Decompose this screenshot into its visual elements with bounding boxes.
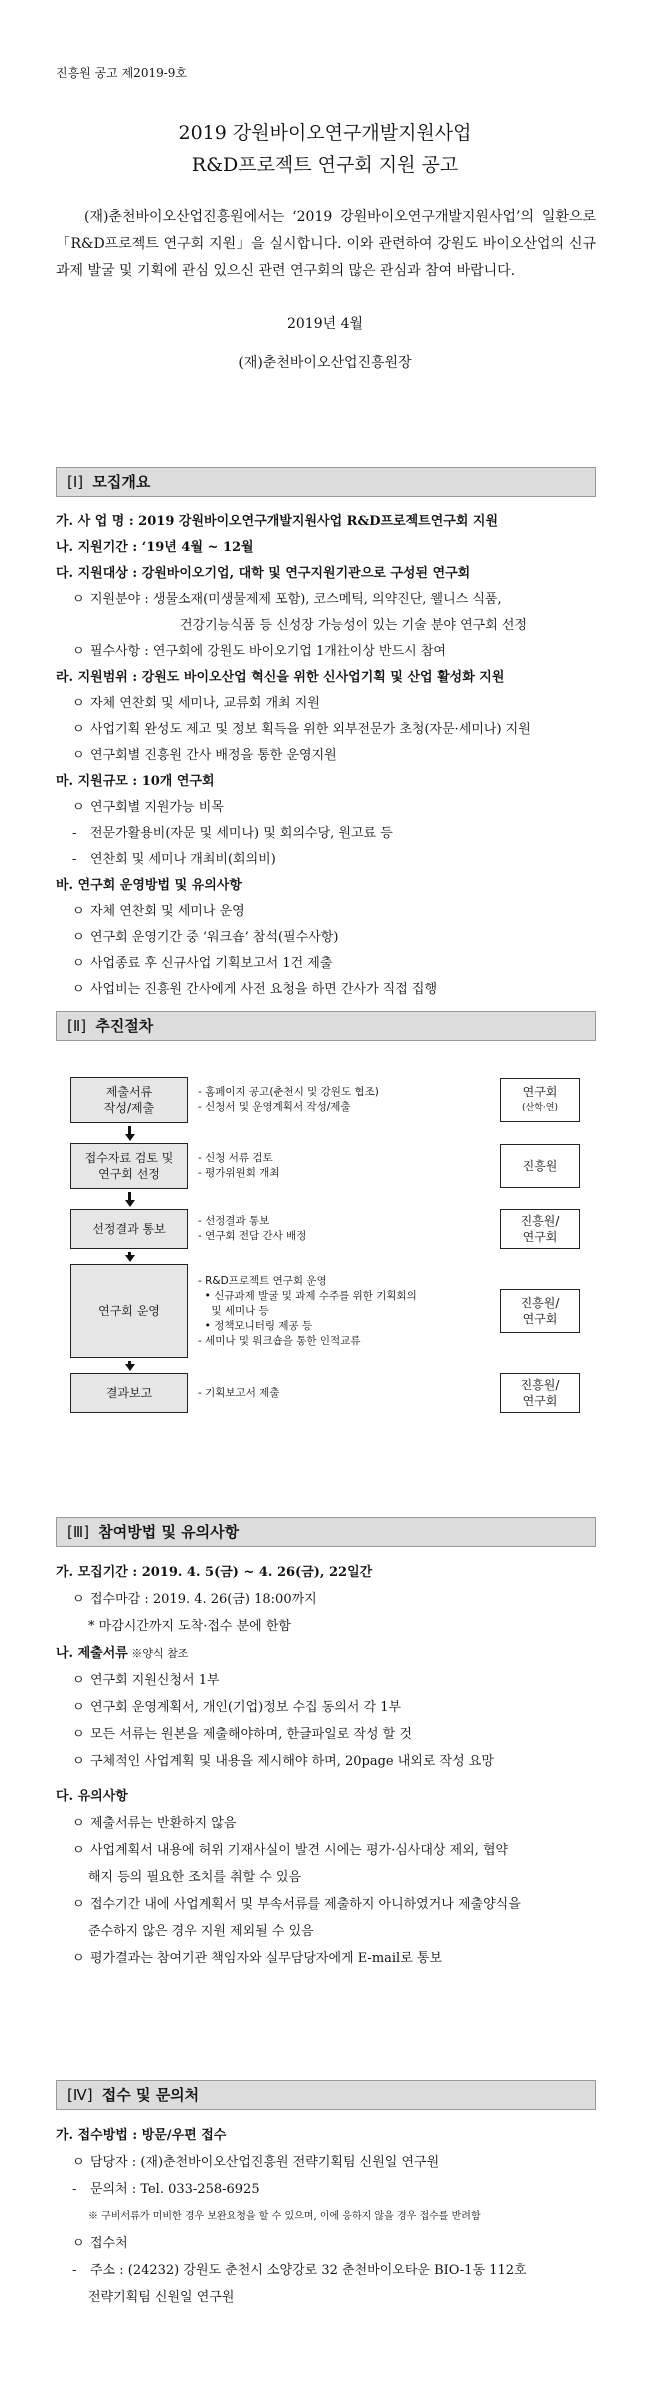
item-text: 연구회 운영기간 중 ‘워크숍’ 참석(필수사항) [90,930,339,945]
responsible-party: 연구회 [522,1085,558,1099]
bullet-mark: ㅇ [72,1673,85,1688]
item-text: 나. 제출서류 [56,1646,128,1661]
list-item [56,1748,616,1775]
item-text: 연구회 지원신청서 1부 [90,1673,220,1688]
item-text: 해지 등의 필요한 조치를 취할 수 있음 [88,1870,302,1885]
item-text: 주소 : (24232) 강원도 춘천시 소양강로 32 춘천바이오타운 BIO-1동 112호 [90,2263,527,2278]
item-text: 연구회 운영계획서, 개인(기업)정보 수집 동의서 각 1부 [90,1700,402,1715]
item-text: 자체 연찬회 및 세미나, 교류회 개최 지원 [90,696,320,711]
list-item [56,1586,616,1613]
list-item [56,847,616,873]
title-line-2: R&D프로젝트 연구회 지원 공고 [191,154,459,176]
bullet-mark: ㅇ [72,956,85,971]
list-item [56,1667,616,1694]
bullet-mark: - [72,826,77,841]
flow-description-line: - 세미나 및 워크숍을 통한 인적교류 [198,1334,361,1347]
list-item [56,1721,616,1748]
bullet-mark: ㅇ [72,1700,85,1715]
section-1-header [56,467,596,497]
flow-step-description [198,1151,488,1181]
section-3-notes [56,1783,616,1972]
list-item [56,1613,616,1640]
flow-description-line: - 기획보고서 제출 [198,1386,280,1399]
list-item [56,977,616,1003]
flow-step-description [198,1214,488,1244]
bullet-mark: ㅇ [72,1754,85,1769]
item-heading [56,1559,616,1586]
list-item [56,717,616,743]
bullet-mark: ㅇ [72,1727,85,1742]
item-note: ※양식 참조 [127,1647,189,1660]
item-text: 다. 지원대상 : 강원바이오기업, 대학 및 연구지원기관으로 구성된 연구회 [56,566,471,581]
list-item [56,613,616,639]
flow-arrow-stem [128,1192,131,1200]
intro-paragraph: (재)춘천바이오산업진흥원에서는 ‘2019 강원바이오연구개발지원사업’의 일환으로 「R&D프로젝트 연구회 지원」을 실시합니다. 이와 관련하여 강원도 바이오산업의 신규 과제 발굴 및 기획에 관심 있으신 관련 연구회의 많은 관심과 참여 바랍니다. [56,209,596,279]
item-text: 구체적인 사업계획 및 내용을 제시해야 하며, 20page 내외로 작성 요망 [90,1754,494,1769]
flow-step-box: 결과보고 [70,1373,188,1413]
document-number: 진흥원 공고 제2019-9호 [56,66,188,80]
item-text: 나. 지원기간 : ‘19년 4월 ~ 12월 [56,540,254,555]
section-3-header [56,1517,596,1547]
flow-step-box: 제출서류 작성/제출 [70,1077,188,1123]
item-text: 사업종료 후 신규사업 기획보고서 1건 제출 [90,956,333,971]
item-text: 연구회별 진흥원 간사 배정을 통한 운영지원 [90,748,337,763]
list-item [56,691,616,717]
flow-description-line: - 신청 서류 검토 [198,1152,273,1164]
item-text: 접수마감 : 2019. 4. 26(금) 18:00까지 [90,1592,317,1607]
item-text: 담당자 : (재)춘천바이오산업진흥원 전략기획팀 신원일 연구원 [90,2155,440,2170]
flow-description-line: • 정책모니터링 제공 등 [198,1319,313,1332]
section-3-title: 참여방법 및 유의사항 [98,1523,240,1541]
list-item [56,821,616,847]
bullet-mark: ㅇ [72,1951,85,1966]
item-text: * 마감시간까지 도착·접수 분에 한함 [88,1619,291,1634]
list-item [56,795,616,821]
down-arrow-icon [125,1364,135,1371]
bullet-mark: ㅇ [72,930,85,945]
item-text: 바. 연구회 운영방법 및 유의사항 [56,878,242,893]
list-item [56,2284,616,2311]
list-item [56,743,616,769]
section-2-number: [Ⅱ] [67,1017,87,1035]
flow-responsible-box [500,1209,580,1249]
item-text: 접수처 [90,2236,128,2251]
item-text: 사업기획 완성도 제고 및 정보 획득을 위한 외부전문가 초청(자문·세미나) 지원 [90,722,531,737]
section-4-title: 접수 및 문의처 [101,2086,200,2104]
flow-description-line: • 신규과제 발굴 및 과제 수주를 위한 기획회의 [198,1289,417,1302]
item-text: 모든 서류는 원본을 제출해야하며, 한글파일로 작성 할 것 [90,1727,412,1742]
bullet-mark: ㅇ [72,722,85,737]
flow-arrow-stem [128,1126,131,1134]
bullet-mark: ㅇ [72,696,85,711]
flow-step-box: 선정결과 통보 [70,1209,188,1249]
bullet-mark: ㅇ [72,1816,85,1831]
section-1-body [56,509,616,1003]
flow-step-box: 연구회 운영 [70,1264,188,1358]
item-text: 다. 유의사항 [56,1789,128,1804]
announcement-date: 2019년 4월 [286,316,364,332]
item-text: 사업비는 진흥원 간사에게 사전 요청을 하면 간사가 직접 집행 [90,982,438,997]
bullet-mark: ㅇ [72,2155,85,2170]
list-item [56,1694,616,1721]
item-text: 제출서류는 반환하지 않음 [90,1816,237,1831]
item-text: 연찬회 및 세미나 개최비(회의비) [90,852,276,867]
flow-step-description [198,1274,488,1349]
flow-description-line: - R&D프로젝트 연구회 운영 [198,1274,327,1287]
item-text: 연구회별 지원가능 비목 [90,800,224,815]
responsible-party: 진흥원/ 연구회 [520,1378,560,1408]
item-text: 가. 사 업 명 : 2019 강원바이오연구개발지원사업 R&D프로젝트연구회 지원 [56,514,499,529]
down-arrow-icon [125,1134,135,1141]
item-heading [56,1640,616,1667]
bullet-mark: ㅇ [72,1843,85,1858]
responsible-party: 진흥원/ 연구회 [520,1296,560,1326]
bullet-mark: ㅇ [72,2236,85,2251]
list-item [56,587,616,613]
flow-description-line: - 선정결과 통보 [198,1215,270,1227]
section-4-header [56,2080,596,2110]
list-item [56,1918,616,1945]
item-text: 접수기간 내에 사업계획서 및 부속서류를 제출하지 아니하였거나 제출양식을 [90,1897,521,1912]
flow-description-line: 및 세미나 등 [198,1304,269,1317]
list-item [56,2230,616,2257]
list-item [56,2257,616,2284]
item-text: 전문가활용비(자문 및 세미나) 및 회의수당, 원고료 등 [90,826,393,841]
section-3-body [56,1559,616,1775]
list-item [56,2176,616,2203]
bullet-mark: ㅇ [72,800,85,815]
item-heading [56,769,616,795]
down-arrow-icon [125,1255,135,1262]
bullet-mark: ㅇ [72,592,85,607]
bullet-mark: - [72,2182,77,2197]
item-heading [56,1783,616,1810]
item-heading [56,2122,616,2149]
section-1-number: [Ⅰ] [67,473,84,491]
list-item [56,899,616,925]
bullet-mark: ㅇ [72,1897,85,1912]
list-item [56,925,616,951]
section-4-number: [Ⅳ] [67,2086,93,2104]
list-item [56,1837,616,1864]
flow-description-line: - 평가위원회 개최 [198,1167,280,1179]
list-item [56,639,616,665]
list-item [56,2203,616,2230]
list-item [56,1810,616,1837]
flow-step-description [198,1085,488,1115]
responsible-party: 진흥원 [522,1159,558,1173]
list-item [56,1891,616,1918]
responsible-party: 진흥원/ 연구회 [520,1214,560,1244]
flow-description-line: - 연구회 전담 간사 배정 [198,1230,307,1242]
flow-description-line: - 홈페이지 공고(춘천시 및 강원도 협조) [198,1086,379,1098]
responsible-party-detail: (산학·연) [522,1103,558,1113]
title-line-1: 2019 강원바이오연구개발지원사업 [178,122,472,144]
item-text: 라. 지원범위 : 강원도 바이오산업 혁신을 위한 신사업기획 및 산업 활성화 지원 [56,670,505,685]
issuing-organization: (재)춘천바이오산업진흥원장 [238,355,412,371]
item-heading [56,561,616,587]
item-heading [56,665,616,691]
item-heading [56,535,616,561]
flow-responsible-box [500,1144,580,1188]
item-text: 가. 모집기간 : 2019. 4. 5(금) ~ 4. 26(금), 22일간 [56,1565,373,1580]
bullet-mark: ㅇ [72,982,85,997]
flow-step-box: 접수자료 검토 및 연구회 선정 [70,1143,188,1189]
item-text: 마. 지원규모 : 10개 연구회 [56,774,215,789]
item-text: 전략기획팀 신원일 연구원 [88,2290,235,2305]
item-text: 지원분야 : 생물소재(미생물제제 포함), 코스메틱, 의약진단, 웰니스 식품, [90,592,502,607]
bullet-mark: ㅇ [72,748,85,763]
item-heading [56,509,616,535]
section-2-header [56,1011,596,1041]
item-text: 가. 접수방법 : 방문/우편 접수 [56,2128,227,2143]
list-item [56,1945,616,1972]
item-text: 평가결과는 참여기관 책임자와 실무담당자에게 E-mail로 통보 [90,1951,443,1966]
bullet-mark: - [72,2263,77,2278]
down-arrow-icon [125,1200,135,1207]
list-item [56,2149,616,2176]
item-text: 건강기능식품 등 신성장 가능성이 있는 기술 분야 연구회 선정 [180,618,528,633]
item-text: 문의처 : Tel. 033-258-6925 [90,2182,260,2197]
section-4-body [56,2122,616,2311]
list-item [56,951,616,977]
item-text: 준수하지 않은 경우 지원 제외될 수 있음 [88,1924,314,1939]
flow-responsible-box [500,1373,580,1413]
flow-responsible-box [500,1289,580,1333]
bullet-mark: ㅇ [72,1592,85,1607]
section-1-title: 모집개요 [92,473,151,491]
flow-step-description [198,1386,488,1401]
item-text: ※ 구비서류가 미비한 경우 보완요청을 할 수 있으며, 이에 응하지 않을 경우 접수를 반려함 [88,2211,481,2222]
section-2-title: 추진절차 [95,1017,154,1035]
bullet-mark: - [72,852,77,867]
section-3-number: [Ⅲ] [67,1523,90,1541]
item-heading [56,873,616,899]
bullet-mark: ㅇ [72,644,85,659]
list-item [56,1864,616,1891]
flow-description-line: - 신청서 및 운영계획서 작성/제출 [198,1101,351,1113]
flow-responsible-box [500,1078,580,1122]
item-text: 필수사항 : 연구회에 강원도 바이오기업 1개社이상 반드시 참여 [90,644,446,659]
item-text: 자체 연찬회 및 세미나 운영 [90,904,245,919]
item-text: 사업계획서 내용에 허위 기재사실이 발견 시에는 평가·심사대상 제외, 협약 [90,1843,509,1858]
bullet-mark: ㅇ [72,904,85,919]
